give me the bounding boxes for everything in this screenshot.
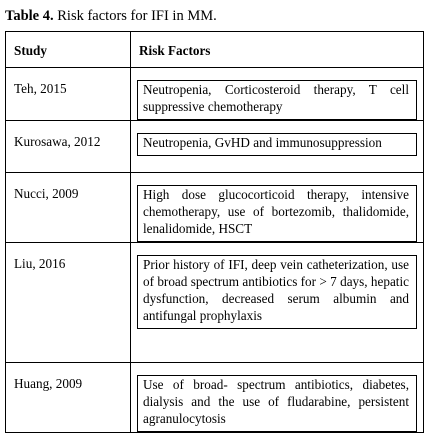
study-text: Liu, 2016 bbox=[14, 256, 66, 271]
study-text: Kurosawa, 2012 bbox=[14, 134, 101, 149]
risk-factors-cell bbox=[131, 121, 424, 173]
risk-factors-cell bbox=[131, 363, 424, 433]
table-caption bbox=[5, 7, 217, 25]
column-header-risk-factors: Risk Factors bbox=[131, 32, 424, 68]
study-cell bbox=[6, 173, 131, 243]
study-cell bbox=[6, 363, 131, 433]
table-header-row bbox=[6, 32, 424, 68]
table-row bbox=[6, 363, 424, 433]
study-cell bbox=[6, 243, 131, 363]
risk-factors-text: Neutropenia, GvHD and immunosuppression bbox=[137, 133, 417, 156]
risk-factors-cell bbox=[131, 173, 424, 243]
risk-factors-text: High dose glucocorticoid therapy, intensive chemotherapy, use of bortezomib, thalidomide, lenalidomide, HSCT bbox=[137, 185, 417, 242]
column-header-study: Study bbox=[6, 32, 131, 68]
study-text: Huang, 2009 bbox=[14, 376, 83, 391]
risk-factors-table bbox=[5, 31, 424, 433]
table-caption-text: Risk factors for IFI in MM. bbox=[57, 8, 217, 24]
study-cell bbox=[6, 68, 131, 121]
risk-factors-text: Neutropenia, Corticosteroid therapy, T cell suppressive chemotherapy bbox=[137, 80, 417, 120]
table-row bbox=[6, 68, 424, 121]
table-row bbox=[6, 173, 424, 243]
table-caption-label: Table 4. bbox=[5, 8, 54, 24]
study-text: Nucci, 2009 bbox=[14, 186, 79, 201]
study-cell bbox=[6, 121, 131, 173]
risk-factors-text: Prior history of IFI, deep vein catheterization, use of broad spectrum antibiotics for > 7 days, hepatic dysfunction, decreased serum albumin and antifungal prophylaxis bbox=[137, 255, 417, 329]
risk-factors-text: Use of broad- spectrum antibiotics, diabetes, dialysis and the use of fludarabine, persistent agranulocytosis bbox=[137, 375, 417, 432]
risk-factors-cell bbox=[131, 68, 424, 121]
table-row bbox=[6, 243, 424, 363]
table-row bbox=[6, 121, 424, 173]
study-text: Teh, 2015 bbox=[14, 81, 67, 96]
risk-factors-cell bbox=[131, 243, 424, 363]
